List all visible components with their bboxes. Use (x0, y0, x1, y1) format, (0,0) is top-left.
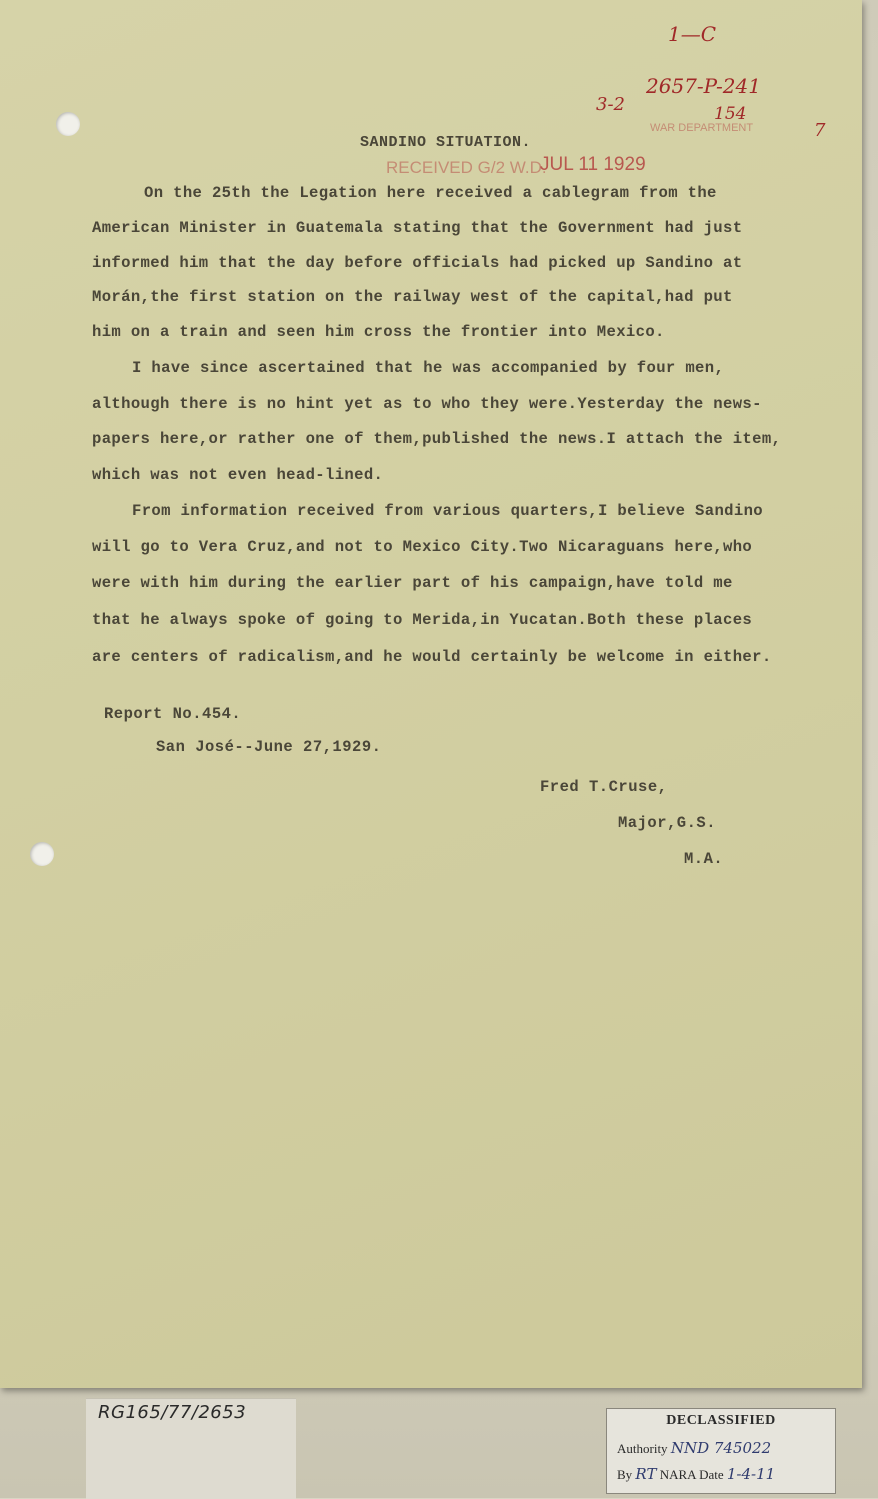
paragraph-line: although there is no hint yet as to who they were.Yesterday the news- (92, 395, 762, 413)
declassified-title: DECLASSIFIED (666, 1413, 776, 1428)
handwritten-file-number: 2657-P-241 (646, 74, 761, 98)
paragraph-line: American Minister in Guatemala stating that the Government had just (92, 219, 743, 237)
report-number: Report No.454. (104, 705, 242, 723)
by-label: By (617, 1467, 633, 1482)
paragraph-line: are centers of radicalism,and he would certainly be welcome in either. (92, 648, 772, 666)
handwritten-margin-number: 7 (814, 120, 826, 141)
paragraph-line: which was not even head-lined. (92, 466, 384, 484)
by-date-row (617, 1465, 775, 1483)
date-label: Date (699, 1467, 724, 1482)
place-date: San José--June 27,1929. (156, 738, 382, 756)
paragraph-line: were with him during the earlier part of his campaign,have told me (92, 574, 733, 592)
paragraph-line: papers here,or rather one of them,published the news.I attach the item, (92, 430, 782, 448)
paragraph-line: Morán,the first station on the railway west of the capital,had put (92, 288, 733, 306)
authority-label: Authority (617, 1441, 668, 1456)
document-title: SANDINO SITUATION. (360, 134, 532, 151)
authority-row (617, 1439, 771, 1457)
handwritten-sub-number: 154 (714, 104, 747, 124)
declassified-stamp (606, 1408, 836, 1494)
paragraph-line: On the 25th the Legation here received a cablegram from the (144, 184, 717, 202)
authority-value: NND 745022 (670, 1439, 772, 1457)
handwritten-top-mark: 1—C (668, 22, 717, 46)
by-value: RT (635, 1465, 657, 1483)
archive-reference: RG165/77/2653 (98, 1402, 247, 1423)
agency-label: NARA (659, 1467, 696, 1482)
received-stamp: RECEIVED G/2 W.D. (386, 158, 547, 177)
paragraph-line: will go to Vera Cruz,and not to Mexico City.Two Nicaraguans here,who (92, 538, 753, 556)
date-value: 1-4-11 (726, 1465, 776, 1483)
war-department-stamp: WAR DEPARTMENT (650, 122, 754, 134)
punch-hole-top (56, 112, 80, 136)
signature-title: M.A. (684, 850, 724, 868)
paragraph-line: that he always spoke of going to Merida,in Yucatan.Both these places (92, 611, 753, 629)
handwritten-file-prefix: 3-2 (596, 94, 625, 115)
paragraph-line: From information received from various quarters,I believe Sandino (132, 502, 764, 520)
punch-hole-middle (30, 842, 54, 866)
signature-name: Fred T.Cruse, (540, 778, 668, 796)
signature-rank: Major,G.S. (618, 814, 717, 832)
paragraph-line: I have since ascertained that he was accompanied by four men, (132, 359, 725, 377)
paragraph-line: him on a train and seen him cross the frontier into Mexico. (92, 323, 665, 341)
paragraph-line: informed him that the day before officials had picked up Sandino at (92, 254, 743, 272)
received-date-stamp: JUL 11 1929 (540, 154, 646, 175)
